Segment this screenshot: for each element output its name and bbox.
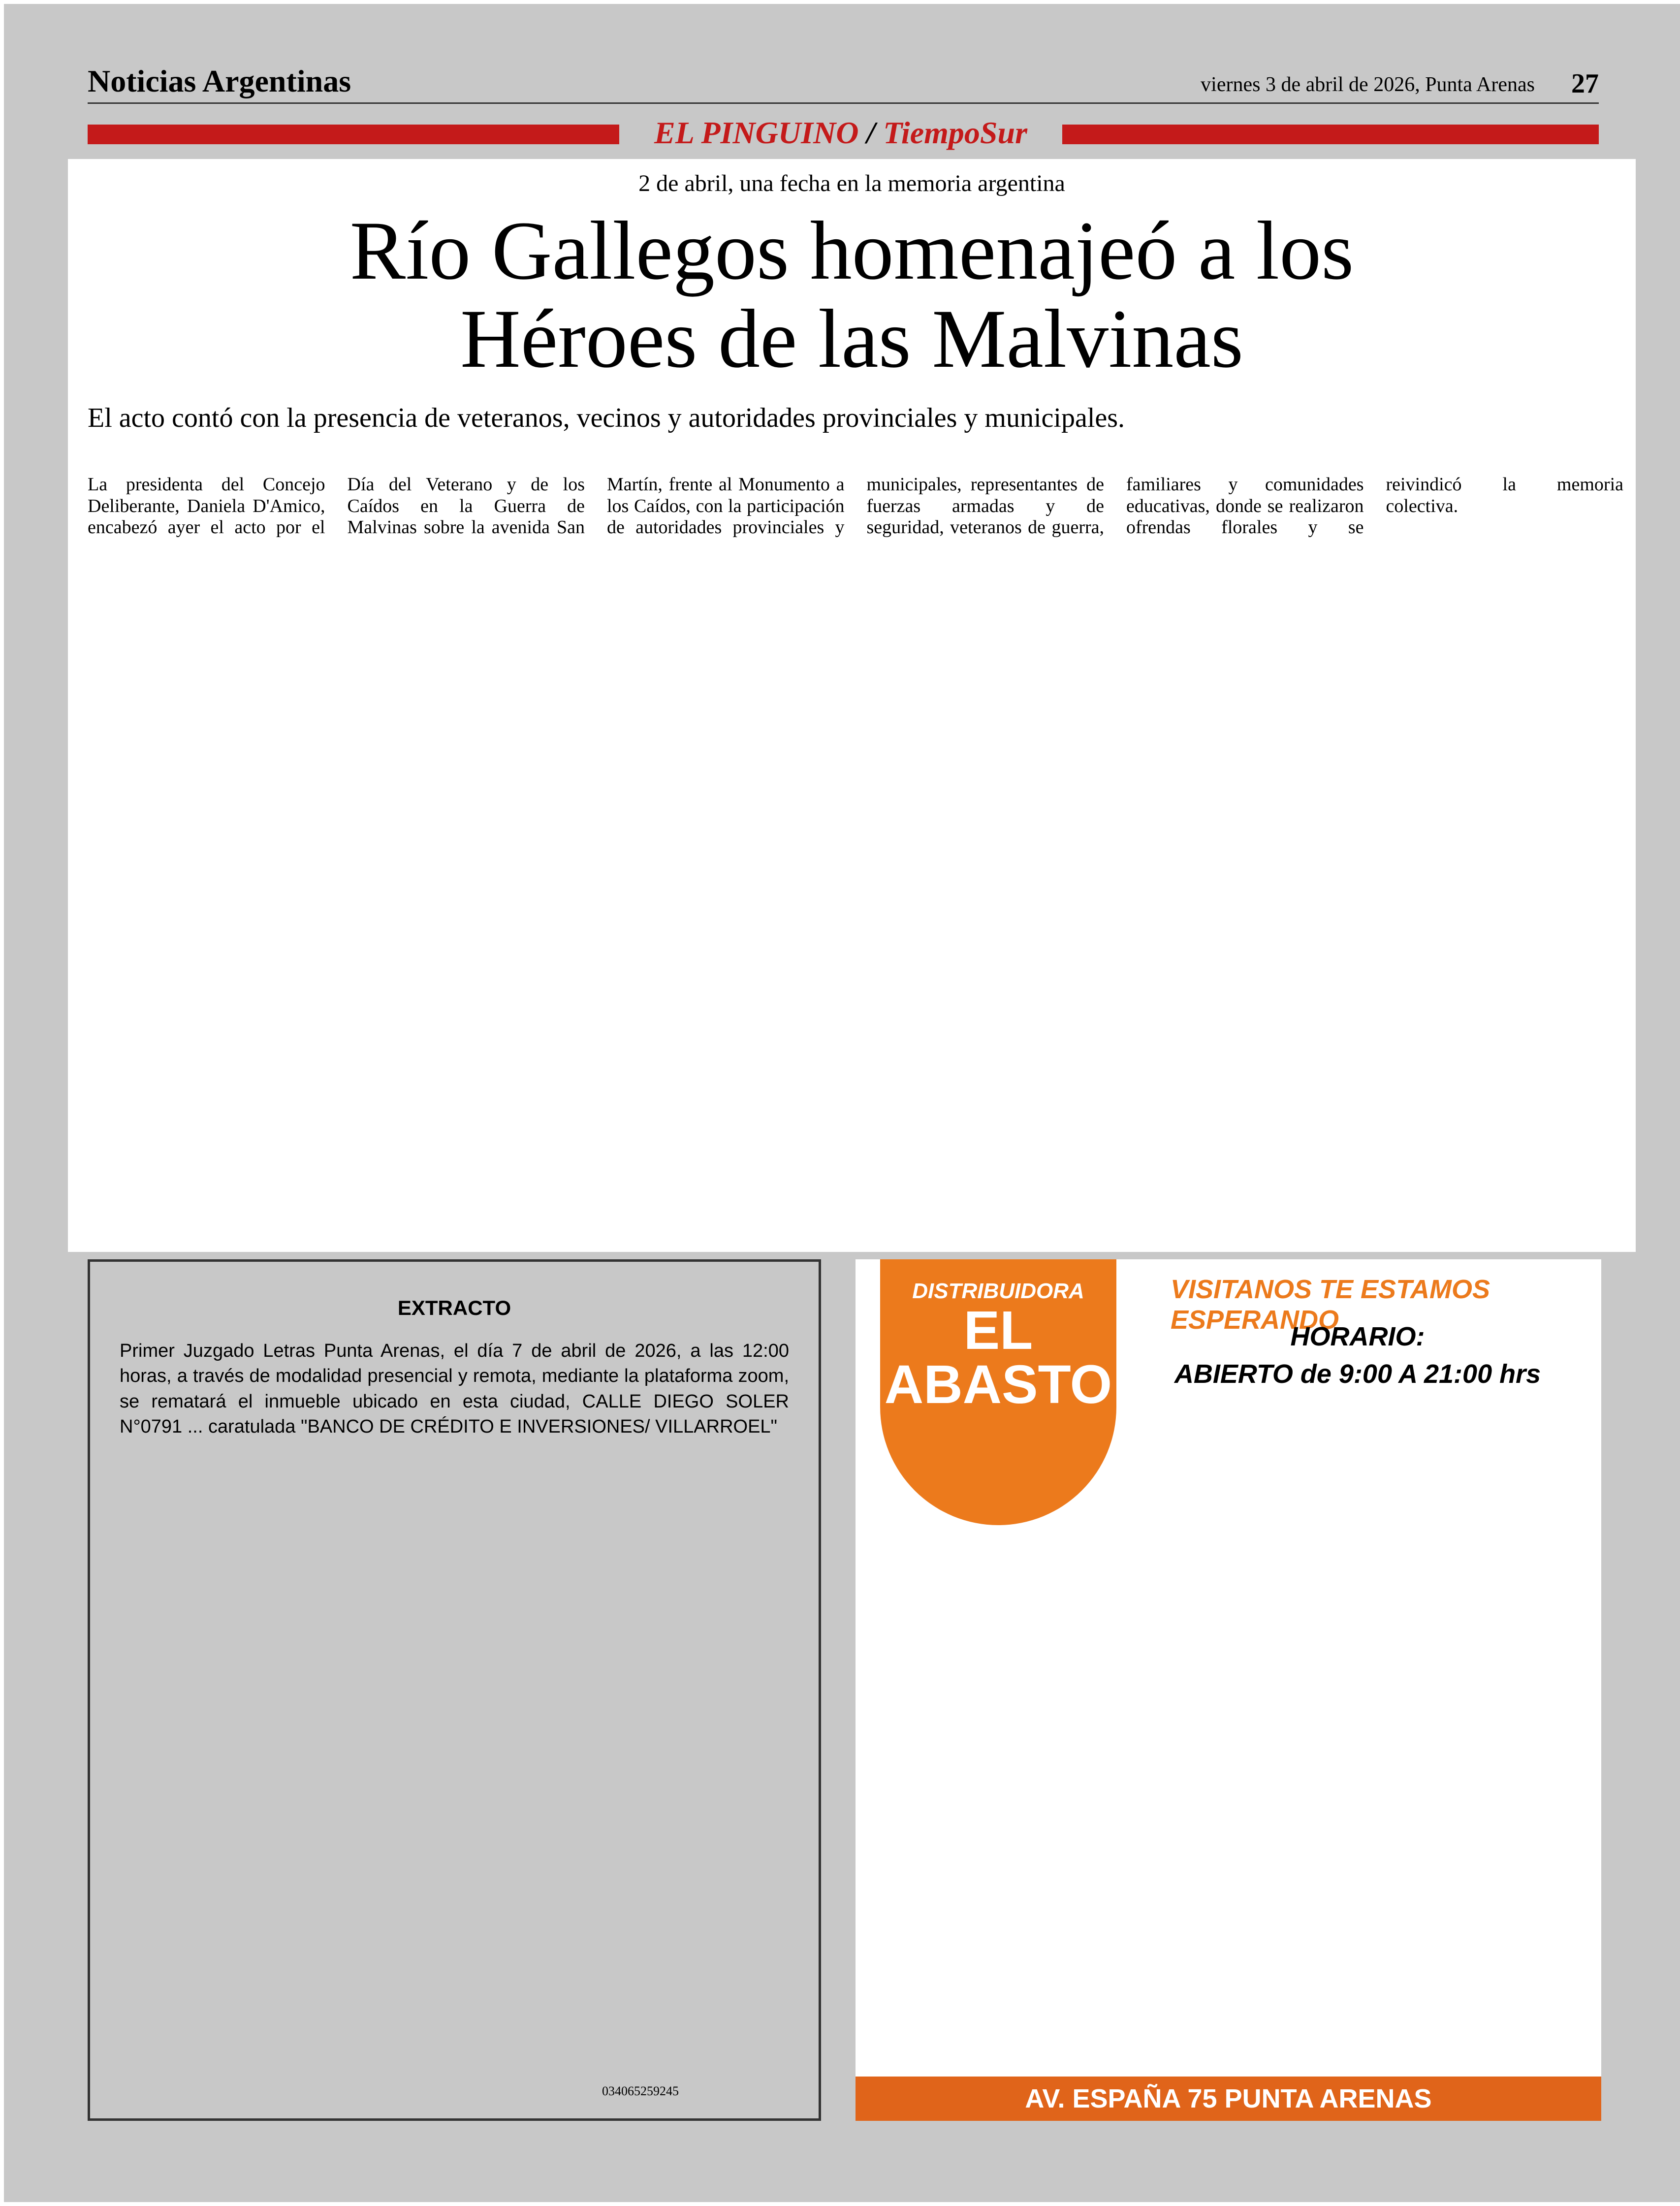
ad-hours: HORARIO: ABIERTO de 9:00 A 21:00 hrs <box>1174 1322 1541 1389</box>
brand-row: EL PINGUINO / TiempoSur <box>619 115 1062 154</box>
legal-notice-body: Primer Juzgado Letras Punta Arenas, el día 7 de abril de 2026, a las 12:00 horas, a través de modalidad presencial y remota, mediante la plataforma zoom, se rematará el inmueble ubicado en esta ciudad, CALLE DIEGO SOLER N°0791 ... caratulada "BANCO DE CRÉDITO E INVERSIONES/ VILLARROEL" <box>120 1341 789 1437</box>
article-body-fragment: La presidenta del Concejo Deliberante, Daniela D'Amico, encabezó ayer el acto por el Día del Veterano y de los Caídos en la Guerra de Malvinas sobre la avenida San Martín, frente al Monumento a los Caídos, con la participación de autoridades provinciales y municipales, representantes de fuerzas armadas y de seguridad, veteranos de guerra, familiares y comunidades educativas, donde se realizaron ofrendas florales y se reivindicó la memoria colectiva. <box>88 474 1623 538</box>
kicker: 2 de abril, una fecha en la memoria argentina <box>638 170 1065 196</box>
legal-notice-title: EXTRACTO <box>397 1296 511 1319</box>
page-number: 27 <box>1571 68 1599 99</box>
body-columns <box>88 474 1623 1213</box>
ad-tagline: VISITANOS TE ESTAMOS ESPERANDO <box>1171 1275 1490 1335</box>
lead: El acto contó con la presencia de veteranos, vecinos y autoridades provinciales y municipales. <box>88 403 1125 433</box>
headline: Río Gallegos homenajeó a los Héroes de las Malvinas <box>349 204 1354 385</box>
advertisement <box>856 1259 1601 2121</box>
section-title: Noticias Argentinas <box>88 64 351 98</box>
page <box>4 4 1680 2202</box>
date-line: viernes 3 de abril de 2026, Punta Arenas <box>1201 73 1535 96</box>
top-bar <box>88 63 1599 104</box>
ad-logo: DISTRIBUIDORA EL ABASTO <box>880 1259 1116 1525</box>
ad-footer: AV. ESPAÑA 75 PUNTA ARENAS <box>856 2077 1601 2121</box>
article <box>68 159 1636 1252</box>
barcode-number: 034065259245 <box>602 2084 679 2098</box>
legal-notice-box <box>88 1259 821 2121</box>
